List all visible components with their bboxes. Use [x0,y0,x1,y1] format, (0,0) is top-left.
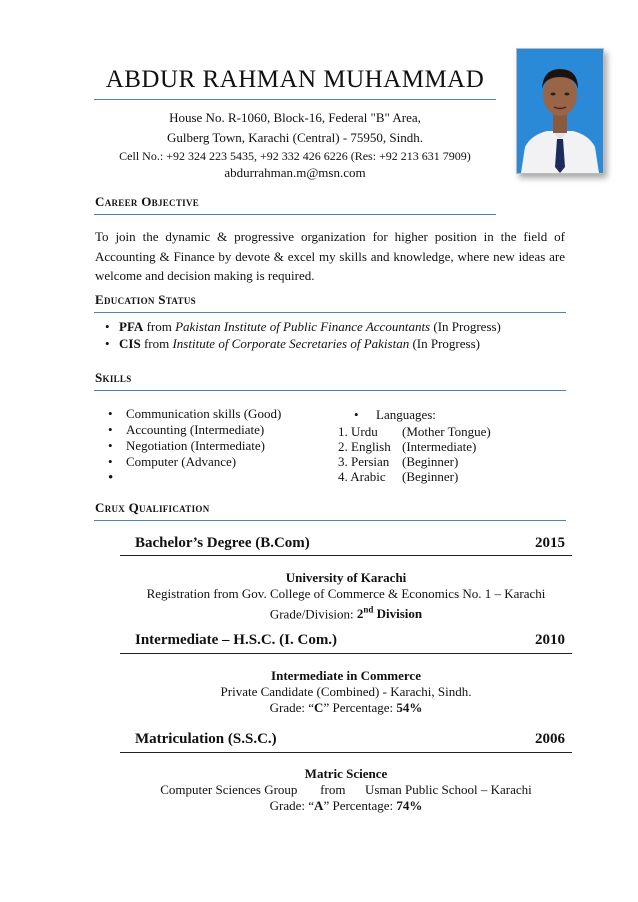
education-list [95,318,501,352]
qualification-divider [120,653,572,654]
email-address: abdurrahman.m@msn.com [224,165,366,180]
languages-block [338,407,491,484]
qualification-details: Matric Science Computer Sciences Group from Usman Public School – Karachi Grade: “A” Percentage: 74% [160,766,532,813]
profile-photo [516,48,604,174]
career-objective-heading: Career Objective [95,194,200,209]
education-heading: Education Status [95,292,196,307]
skill-item: • Negotiation (Intermediate) [108,438,265,453]
language-item: 4. Arabic (Beginner) [338,469,459,484]
qualification-divider [120,752,572,753]
skill-item-empty: • [108,470,114,486]
qualification-divider [120,555,572,556]
qualification-year: 2010 [535,632,565,648]
skills-heading: Skills [95,370,132,385]
languages-label-row: • Languages: [354,407,436,422]
candidate-name: ABDUR RAHMAN MUHAMMAD [105,66,485,93]
education-item: • CIS from Institute of Corporate Secretaries of Pakistan (In Progress) [95,335,501,352]
address-line-1: House No. R-1060, Block-16, Federal "B" Area, [169,110,421,125]
education-item: • PFA from Pakistan Institute of Public Finance Accountants (In Progress) [95,318,501,335]
name-divider [94,99,496,100]
skill-item: • Communication skills (Good) [108,406,282,421]
language-item: 2. English (Intermediate) [338,439,477,454]
crux-heading: Crux Qualification [95,500,210,515]
qualification-title: Intermediate – H.S.C. (I. Com.) 2010 [135,632,565,648]
career-divider [94,214,496,215]
qualification-year: 2006 [535,731,565,747]
qualification-details: Intermediate in Commerce Private Candidate (Combined) - Karachi, Sindh. Grade: “C” Percentage: 54% [220,668,472,715]
qualification-year: 2015 [535,535,565,551]
career-objective-text: To join the dynamic & progressive organization for higher position in the field of Accounting & Finance by devote & excel my skills and knowledge, where new ideas are welcome and decision making is required. [95,229,565,283]
skills-list [98,406,281,486]
language-item: 1. Urdu (Mother Tongue) [338,424,491,439]
qualification-details: University of Karachi Registration from Gov. College of Commerce & Economics No. 1 – Karachi Grade/Division: 2nd Division [146,570,546,622]
skill-item: • Computer (Advance) [108,454,237,469]
skills-divider [94,390,566,391]
crux-divider [94,520,566,521]
phone-line: Cell No.: +92 324 223 5435, +92 332 426 6226 (Res: +92 213 631 7909) [119,149,471,163]
address-line-2: Gulberg Town, Karachi (Central) - 75950, Sindh. [166,130,424,145]
language-item: 3. Persian (Beginner) [338,454,459,469]
skill-item: • Accounting (Intermediate) [108,422,265,437]
education-divider [94,312,566,313]
qualification-title: Bachelor’s Degree (B.Com) 2015 [135,535,565,551]
qualification-title: Matriculation (S.S.C.) 2006 [135,731,565,747]
